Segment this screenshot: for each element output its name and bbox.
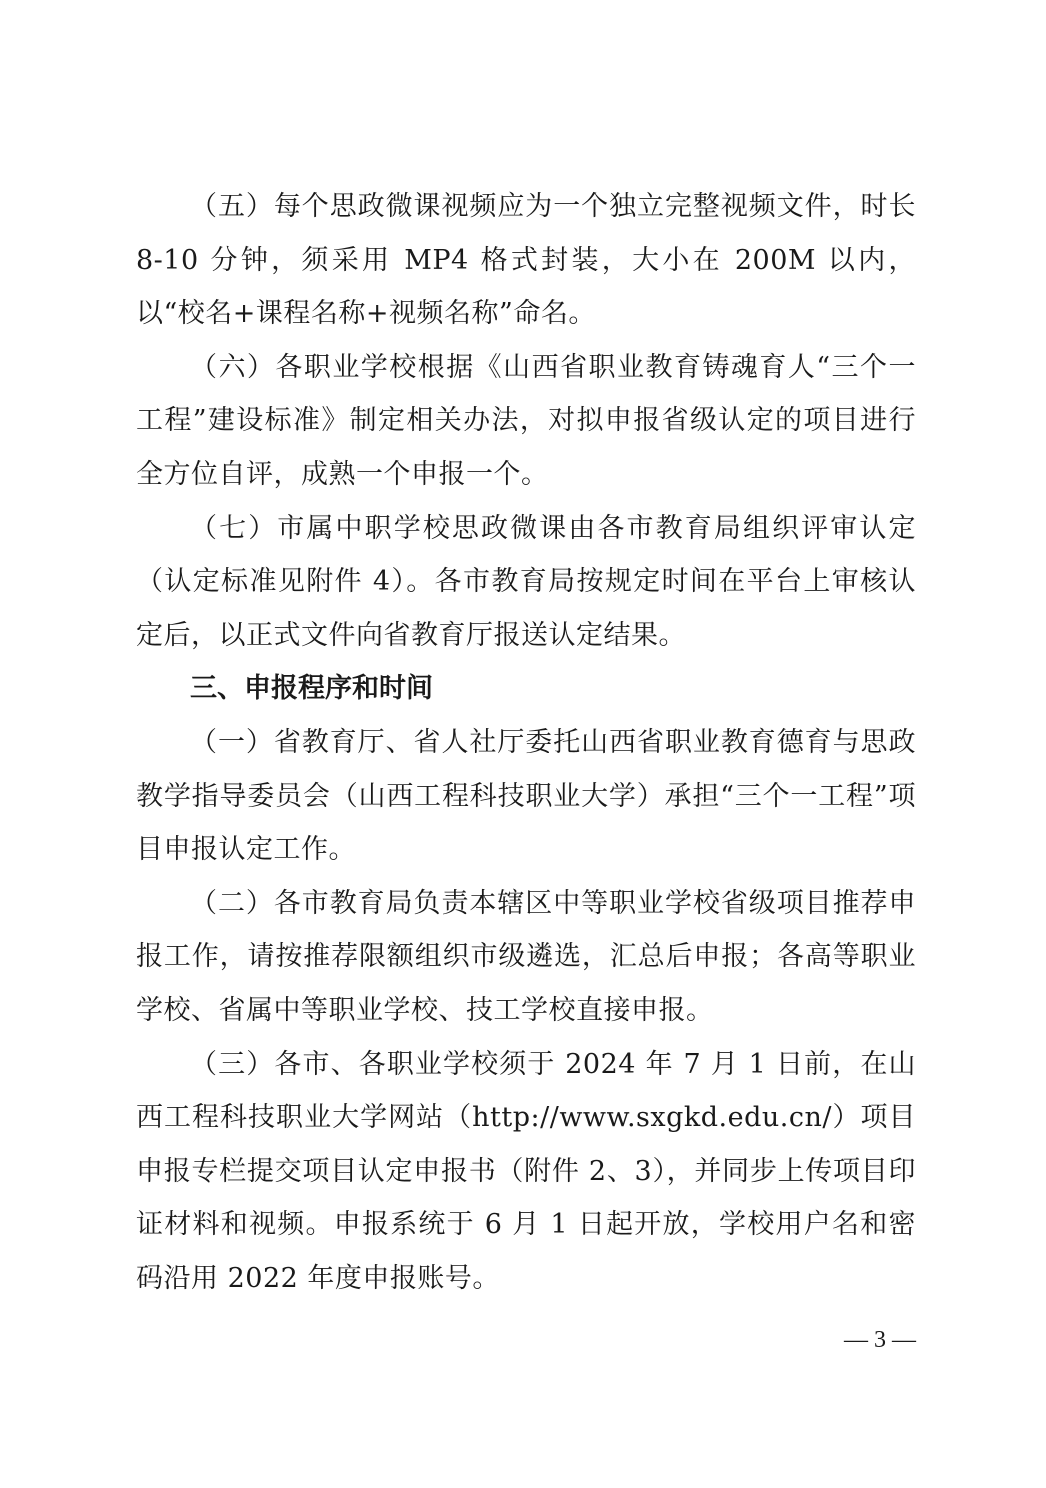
paragraph-item-6: （六）各职业学校根据《山西省职业教育铸魂育人“三个一工程”建设标准》制定相关办法，对拟申报省级认定的项目进行全方位自评，成熟一个申报一个。: [136, 351, 916, 490]
paragraph-item-5: （五）每个思政微课视频应为一个独立完整视频文件，时长 8-10 分钟，须采用 MP4 格式封装，大小在 200M 以内，以“校名+课程名称+视频名称”命名。: [136, 191, 916, 330]
page-number: — 3 —: [844, 1327, 916, 1353]
section-paragraph-3: （三）各市、各职业学校须于 2024 年 7 月 1 日前，在山西工程科技职业大学网站（http://www.sxgkd.edu.cn/）项目申报专栏提交项目认定申报书（附件 2、3），并同步上传项目印证材料和视频。申报系统于 6 月 1 日起开放，学校用户名和密码沿用 2022 年度申报账号。: [136, 1048, 916, 1294]
document-body: [136, 180, 916, 1305]
section-heading: 三、申报程序和时间: [190, 673, 433, 705]
section-paragraph-1: （一）省教育厅、省人社厅委托山西省职业教育德育与思政教学指导委员会（山西工程科技职业大学）承担“三个一工程”项目申报认定工作。: [136, 726, 916, 866]
paragraph-item-7: （七）市属中职学校思政微课由各市教育局组织评审认定（认定标准见附件 4）。各市教育局按规定时间在平台上审核认定后，以正式文件向省教育厅报送认定结果。: [136, 512, 916, 651]
section-paragraph-2: （二）各市教育局负责本辖区中等职业学校省级项目推荐申报工作，请按推荐限额组织市级遴选，汇总后申报；各高等职业学校、省属中等职业学校、技工学校直接申报。: [136, 887, 916, 1026]
